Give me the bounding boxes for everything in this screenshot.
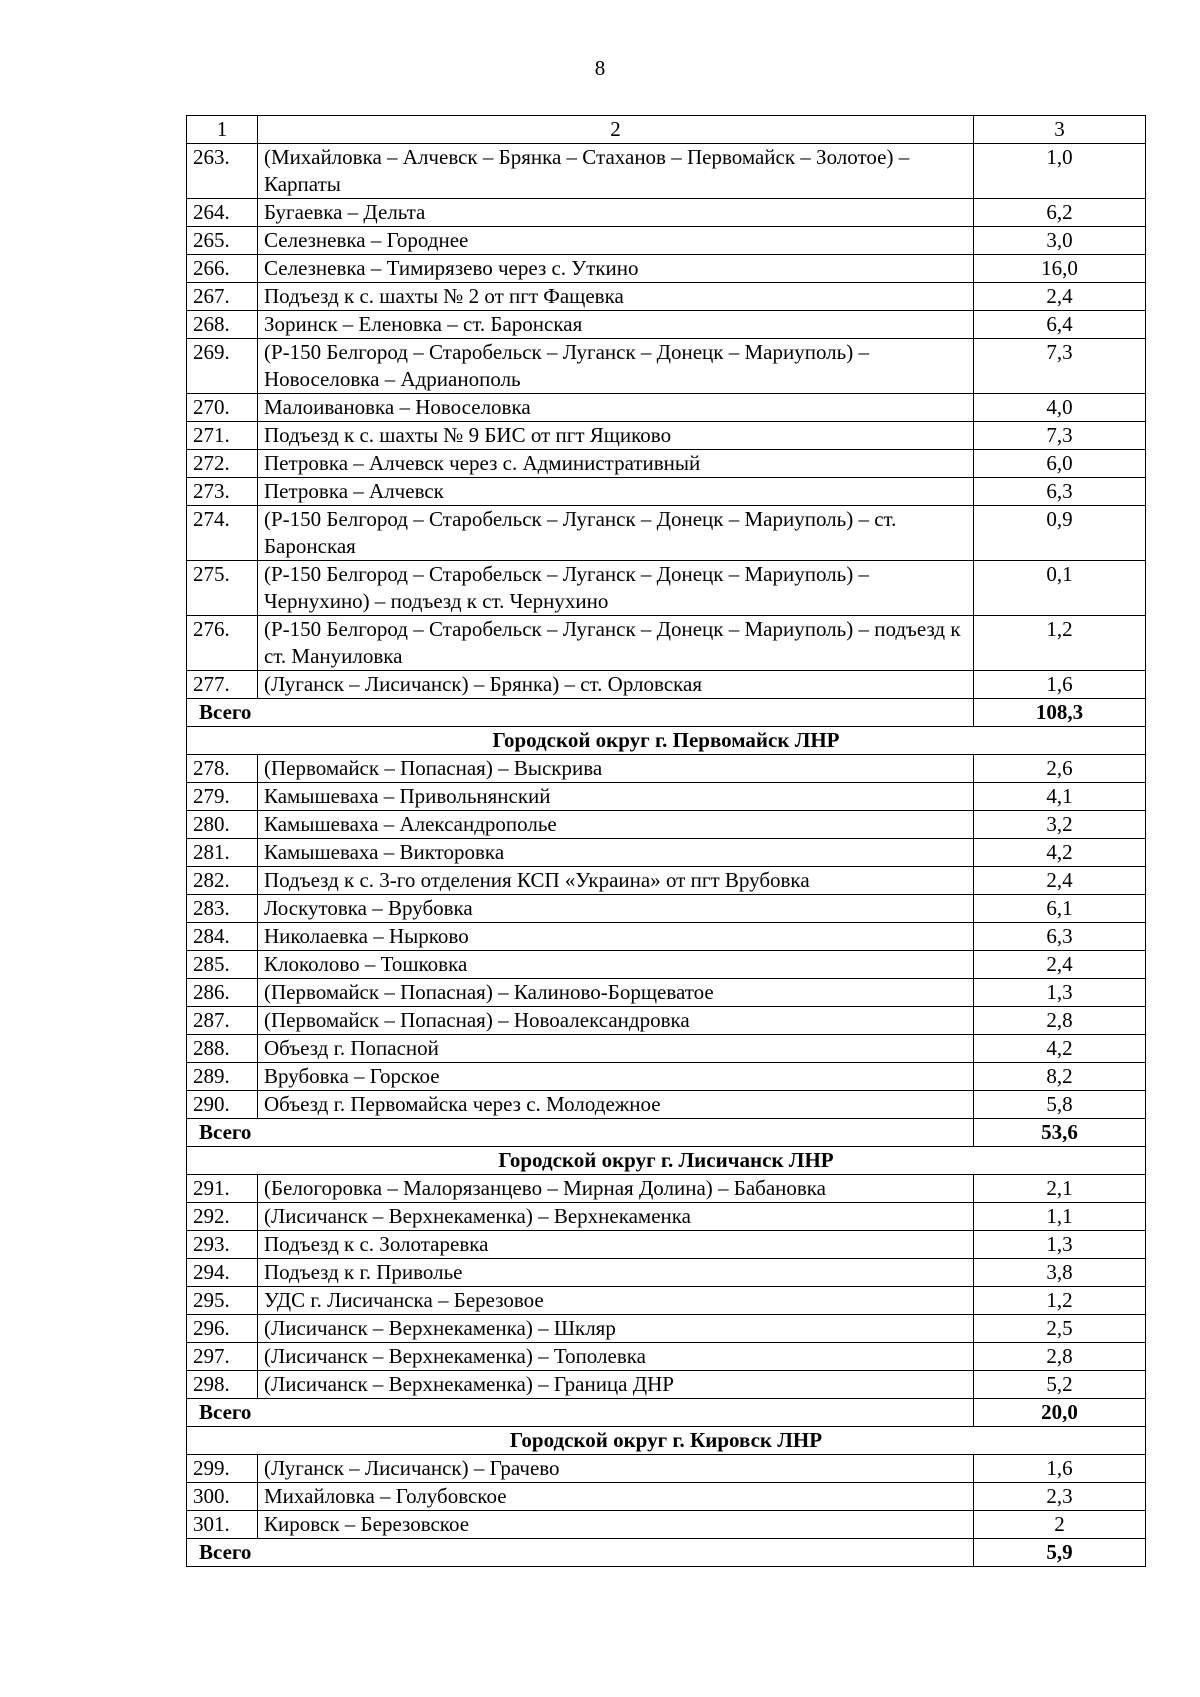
road-length: 1,2: [974, 1287, 1146, 1315]
row-number: 297.: [187, 1343, 258, 1371]
table-row: [187, 1091, 1146, 1119]
table-row: [187, 1343, 1146, 1371]
road-length: 2,6: [974, 755, 1146, 783]
row-number: 288.: [187, 1035, 258, 1063]
road-length: 2,4: [974, 283, 1146, 311]
row-number: 291.: [187, 1175, 258, 1203]
road-length: 2,3: [974, 1483, 1146, 1511]
table-row: [187, 1231, 1146, 1259]
table-row: [187, 478, 1146, 506]
table-row: [187, 923, 1146, 951]
table-row: [187, 895, 1146, 923]
road-length: 6,4: [974, 311, 1146, 339]
row-number: 301.: [187, 1511, 258, 1539]
road-length: 6,1: [974, 895, 1146, 923]
table-row: [187, 1483, 1146, 1511]
road-name: Николаевка – Нырково: [258, 923, 974, 951]
road-length: 7,3: [974, 339, 1146, 394]
table-row: [187, 255, 1146, 283]
road-name: Селезневка – Тимирязево через с. Уткино: [258, 255, 974, 283]
table-header-row: [187, 116, 1146, 144]
road-name: Камышеваха – Викторовка: [258, 839, 974, 867]
road-length: 6,3: [974, 478, 1146, 506]
road-name: Малоивановка – Новоселовка: [258, 394, 974, 422]
road-length: 2,4: [974, 951, 1146, 979]
table-row: [187, 755, 1146, 783]
row-number: 290.: [187, 1091, 258, 1119]
table-row: [187, 811, 1146, 839]
table-row: [187, 283, 1146, 311]
row-number: 267.: [187, 283, 258, 311]
road-name: (Первомайск – Попасная) – Выскрива: [258, 755, 974, 783]
header-cell: 3: [974, 116, 1146, 144]
row-number: 293.: [187, 1231, 258, 1259]
road-length: 2,5: [974, 1315, 1146, 1343]
table-row: [187, 839, 1146, 867]
page-number: 8: [594, 56, 606, 80]
road-length: 4,2: [974, 839, 1146, 867]
road-name: (Лисичанск – Верхнекаменка) – Верхнекаменка: [258, 1203, 974, 1231]
road-name: Подъезд к с. шахты № 2 от пгт Фащевка: [258, 283, 974, 311]
road-name: Лоскутовка – Врубовка: [258, 895, 974, 923]
row-number: 299.: [187, 1455, 258, 1483]
road-name: (Р-150 Белгород – Старобельск – Луганск – Донецк – Мариуполь) – ст. Баронская: [258, 506, 974, 561]
table-row: [187, 1315, 1146, 1343]
row-number: 269.: [187, 339, 258, 394]
table-row: [187, 1063, 1146, 1091]
road-length: 7,3: [974, 422, 1146, 450]
road-name: (Луганск – Лисичанск) – Грачево: [258, 1455, 974, 1483]
table-row: [187, 1455, 1146, 1483]
section-header-row: [187, 727, 1146, 755]
road-length: 0,1: [974, 561, 1146, 616]
table-row: [187, 339, 1146, 394]
road-name: Камышеваха – Привольнянский: [258, 783, 974, 811]
row-number: 284.: [187, 923, 258, 951]
row-number: 277.: [187, 671, 258, 699]
road-name: (Белогоровка – Малорязанцево – Мирная Долина) – Бабановка: [258, 1175, 974, 1203]
table-row: [187, 1371, 1146, 1399]
road-length: 6,3: [974, 923, 1146, 951]
road-length: 1,1: [974, 1203, 1146, 1231]
road-name: Подъезд к г. Приволье: [258, 1259, 974, 1287]
road-length: 5,8: [974, 1091, 1146, 1119]
roads-table-body: [187, 116, 1146, 1567]
table-row: [187, 199, 1146, 227]
road-name: Зоринск – Еленовка – ст. Баронская: [258, 311, 974, 339]
road-name: (Р-150 Белгород – Старобельск – Луганск – Донецк – Мариуполь) – Новоселовка – Адрианополь: [258, 339, 974, 394]
total-row: [187, 1119, 1146, 1147]
road-name: (Р-150 Белгород – Старобельск – Луганск – Донецк – Мариуполь) – подъезд к ст. Мануиловка: [258, 616, 974, 671]
row-number: 265.: [187, 227, 258, 255]
road-length: 3,8: [974, 1259, 1146, 1287]
road-name: Клоколово – Тошковка: [258, 951, 974, 979]
row-number: 272.: [187, 450, 258, 478]
road-name: Михайловка – Голубовское: [258, 1483, 974, 1511]
road-name: (Лисичанск – Верхнекаменка) – Шкляр: [258, 1315, 974, 1343]
road-length: 6,0: [974, 450, 1146, 478]
road-length: 2,8: [974, 1007, 1146, 1035]
row-number: 285.: [187, 951, 258, 979]
row-number: 279.: [187, 783, 258, 811]
road-name: Петровка – Алчевск через с. Административный: [258, 450, 974, 478]
section-title: Городской округ г. Первомайск ЛНР: [187, 727, 1146, 755]
table-row: [187, 1175, 1146, 1203]
table-row: [187, 311, 1146, 339]
road-name: (Михайловка – Алчевск – Брянка – Стаханов – Первомайск – Золотое) – Карпаты: [258, 144, 974, 199]
road-length: 2: [974, 1511, 1146, 1539]
row-number: 296.: [187, 1315, 258, 1343]
road-length: 4,1: [974, 783, 1146, 811]
total-value: 20,0: [974, 1399, 1146, 1427]
row-number: 295.: [187, 1287, 258, 1315]
road-length: 1,6: [974, 1455, 1146, 1483]
row-number: 276.: [187, 616, 258, 671]
table-row: [187, 616, 1146, 671]
road-length: 8,2: [974, 1063, 1146, 1091]
section-title: Городской округ г. Кировск ЛНР: [187, 1427, 1146, 1455]
header-cell: 2: [258, 116, 974, 144]
road-length: 2,1: [974, 1175, 1146, 1203]
row-number: 294.: [187, 1259, 258, 1287]
road-length: 4,0: [974, 394, 1146, 422]
road-name: Врубовка – Горское: [258, 1063, 974, 1091]
row-number: 300.: [187, 1483, 258, 1511]
table-row: [187, 506, 1146, 561]
section-header-row: [187, 1427, 1146, 1455]
table-row: [187, 394, 1146, 422]
road-length: 16,0: [974, 255, 1146, 283]
header-cell: 1: [187, 116, 258, 144]
table-row: [187, 1511, 1146, 1539]
row-number: 286.: [187, 979, 258, 1007]
row-number: 283.: [187, 895, 258, 923]
row-number: 282.: [187, 867, 258, 895]
road-length: 2,4: [974, 867, 1146, 895]
table-row: [187, 227, 1146, 255]
row-number: 274.: [187, 506, 258, 561]
table-row: [187, 1203, 1146, 1231]
road-length: 2,8: [974, 1343, 1146, 1371]
table-row: [187, 1007, 1146, 1035]
road-length: 3,2: [974, 811, 1146, 839]
total-row: [187, 1399, 1146, 1427]
road-name: Селезневка – Городнее: [258, 227, 974, 255]
road-name: (Лисичанск – Верхнекаменка) – Граница ДНР: [258, 1371, 974, 1399]
row-number: 266.: [187, 255, 258, 283]
road-length: 1,2: [974, 616, 1146, 671]
total-value: 108,3: [974, 699, 1146, 727]
table-row: [187, 144, 1146, 199]
road-name: Объезд г. Первомайска через с. Молодежное: [258, 1091, 974, 1119]
row-number: 264.: [187, 199, 258, 227]
table-row: [187, 671, 1146, 699]
row-number: 273.: [187, 478, 258, 506]
row-number: 270.: [187, 394, 258, 422]
road-name: Петровка – Алчевск: [258, 478, 974, 506]
total-value: 53,6: [974, 1119, 1146, 1147]
table-row: [187, 561, 1146, 616]
row-number: 281.: [187, 839, 258, 867]
section-header-row: [187, 1147, 1146, 1175]
table-row: [187, 422, 1146, 450]
road-name: УДС г. Лисичанска – Березовое: [258, 1287, 974, 1315]
row-number: 292.: [187, 1203, 258, 1231]
road-length: 3,0: [974, 227, 1146, 255]
row-number: 289.: [187, 1063, 258, 1091]
road-length: 5,2: [974, 1371, 1146, 1399]
row-number: 263.: [187, 144, 258, 199]
road-name: Камышеваха – Александрополье: [258, 811, 974, 839]
road-length: 1,3: [974, 979, 1146, 1007]
total-label: Всего: [187, 1539, 974, 1567]
row-number: 280.: [187, 811, 258, 839]
road-name: Кировск – Березовское: [258, 1511, 974, 1539]
road-length: 1,6: [974, 671, 1146, 699]
table-row: [187, 783, 1146, 811]
road-name: Бугаевка – Дельта: [258, 199, 974, 227]
table-row: [187, 979, 1146, 1007]
table-row: [187, 951, 1146, 979]
row-number: 275.: [187, 561, 258, 616]
total-label: Всего: [187, 699, 974, 727]
road-length: 1,0: [974, 144, 1146, 199]
total-row: [187, 1539, 1146, 1567]
total-label: Всего: [187, 1399, 974, 1427]
road-name: Подъезд к с. 3-го отделения КСП «Украина» от пгт Врубовка: [258, 867, 974, 895]
table-row: [187, 867, 1146, 895]
table-row: [187, 1035, 1146, 1063]
roads-table: [186, 115, 1146, 1567]
road-name: Подъезд к с. шахты № 9 БИС от пгт Ящиково: [258, 422, 974, 450]
row-number: 268.: [187, 311, 258, 339]
road-name: (Первомайск – Попасная) – Калиново-Борщеватое: [258, 979, 974, 1007]
table-row: [187, 450, 1146, 478]
table-row: [187, 1259, 1146, 1287]
road-length: 0,9: [974, 506, 1146, 561]
total-row: [187, 699, 1146, 727]
road-name: Объезд г. Попасной: [258, 1035, 974, 1063]
road-length: 1,3: [974, 1231, 1146, 1259]
road-name: (Первомайск – Попасная) – Новоалександровка: [258, 1007, 974, 1035]
road-length: 4,2: [974, 1035, 1146, 1063]
section-title: Городской округ г. Лисичанск ЛНР: [187, 1147, 1146, 1175]
road-name: Подъезд к с. Золотаревка: [258, 1231, 974, 1259]
row-number: 271.: [187, 422, 258, 450]
road-name: (Лисичанск – Верхнекаменка) – Тополевка: [258, 1343, 974, 1371]
row-number: 278.: [187, 755, 258, 783]
total-label: Всего: [187, 1119, 974, 1147]
total-value: 5,9: [974, 1539, 1146, 1567]
road-length: 6,2: [974, 199, 1146, 227]
row-number: 287.: [187, 1007, 258, 1035]
table-row: [187, 1287, 1146, 1315]
road-name: (Р-150 Белгород – Старобельск – Луганск – Донецк – Мариуполь) – Чернухино) – подъезд к ст. Чернухино: [258, 561, 974, 616]
row-number: 298.: [187, 1371, 258, 1399]
road-name: (Луганск – Лисичанск) – Брянка) – ст. Орловская: [258, 671, 974, 699]
